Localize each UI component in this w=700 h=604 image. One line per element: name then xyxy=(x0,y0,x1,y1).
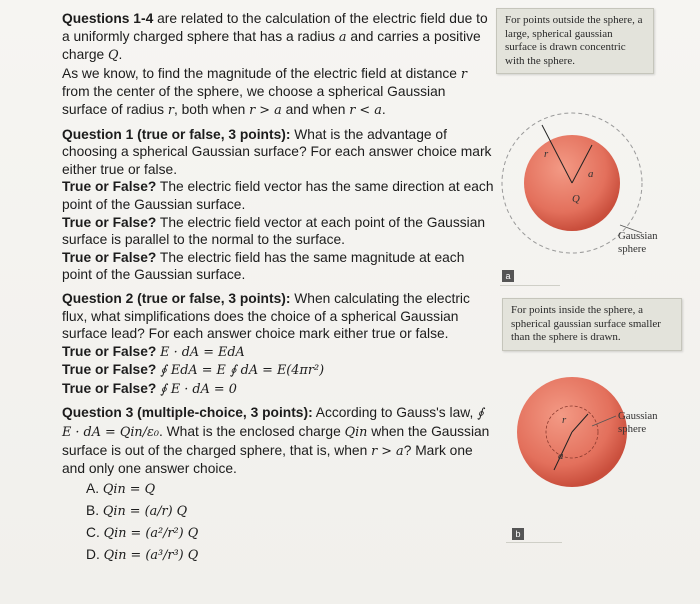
option-b[interactable]: B. Qin = (a/r) Q xyxy=(86,502,188,519)
figure-panel xyxy=(492,0,700,604)
gaussian-sphere-label-a: Gaussian sphere xyxy=(618,230,658,255)
intro-paragraph-2: As we know, to find the magnitude of the electric field at distance r from the center of the sphere, we choose a spherical Gaussian surface of radius r, both when r > a and when r < a. xyxy=(62,65,467,118)
question-2-item-3[interactable]: True or False? ∮ E · dA = 0 xyxy=(62,380,237,397)
figure-a-rule xyxy=(500,285,560,286)
question-3-options xyxy=(86,478,494,566)
question-1-prompt: Question 1 (true or false, 3 points): What is the advantage of choosing a spherical Gaussian surface? For each answer choice mark either true or false. xyxy=(62,126,492,177)
question-1-item-3[interactable]: True or False? The electric field has the same magnitude at each point of the Gaussian surface. xyxy=(62,249,465,283)
figure-b-rule xyxy=(506,542,562,543)
gaussian-sphere-label-b: Gaussian sphere xyxy=(618,410,658,435)
label-Q-a: Q xyxy=(572,193,580,205)
figure-a-callout: For points outside the sphere, a large, spherical gaussian surface is drawn concentric with the sphere. xyxy=(496,8,654,74)
figure-b-callout: For points inside the sphere, a spherical gaussian surface smaller than the sphere is drawn. xyxy=(502,298,682,351)
question-1-item-1[interactable]: True or False? The electric field vector has the same direction at each point of the Gaussian surface. xyxy=(62,179,494,212)
label-r-a: r xyxy=(544,148,549,160)
questions-column xyxy=(62,10,494,566)
figure-b-diagram xyxy=(492,370,700,500)
question-2-item-2[interactable]: True or False? ∮ EdA = E ∮ dA = E(4πr²) xyxy=(62,362,325,379)
label-a-b: a xyxy=(558,450,564,462)
question-1-item-2[interactable]: True or False? The electric field vector at each point of the Gaussian surface is parallel to the normal to the surface. xyxy=(62,214,486,248)
figure-b-badge: b xyxy=(512,528,524,540)
label-r-b: r xyxy=(562,414,567,426)
question-3-prompt: Question 3 (multiple-choice, 3 points): According to Gauss's law, ∮ E · dA = Qin/ε₀. What is the enclosed charge Qin when the Gaussian surface is out of the charged sphere, that is, when r > a? Mark one and only one answer choice. xyxy=(62,405,490,477)
option-a[interactable]: A. Qin = Q xyxy=(86,480,156,497)
figure-a-badge: a xyxy=(502,270,514,282)
question-2-prompt: Question 2 (true or false, 3 points): When calculating the electric flux, what simplifications does the choice of a spherical Gaussian surface lead? For each answer choice mark either true or false. xyxy=(62,290,470,342)
option-c[interactable]: C. Qin = (a²/r²) Q xyxy=(86,524,199,541)
option-d[interactable]: D. Qin = (a³/r³) Q xyxy=(86,546,199,563)
question-2-item-1[interactable]: True or False? E · dA = EdA xyxy=(62,343,245,360)
intro-paragraph-1: Questions 1-4 are related to the calculation of the electric field due to a uniformly charged sphere that has a radius a and carries a positive charge Q. xyxy=(62,11,488,64)
label-a-a: a xyxy=(588,168,594,180)
